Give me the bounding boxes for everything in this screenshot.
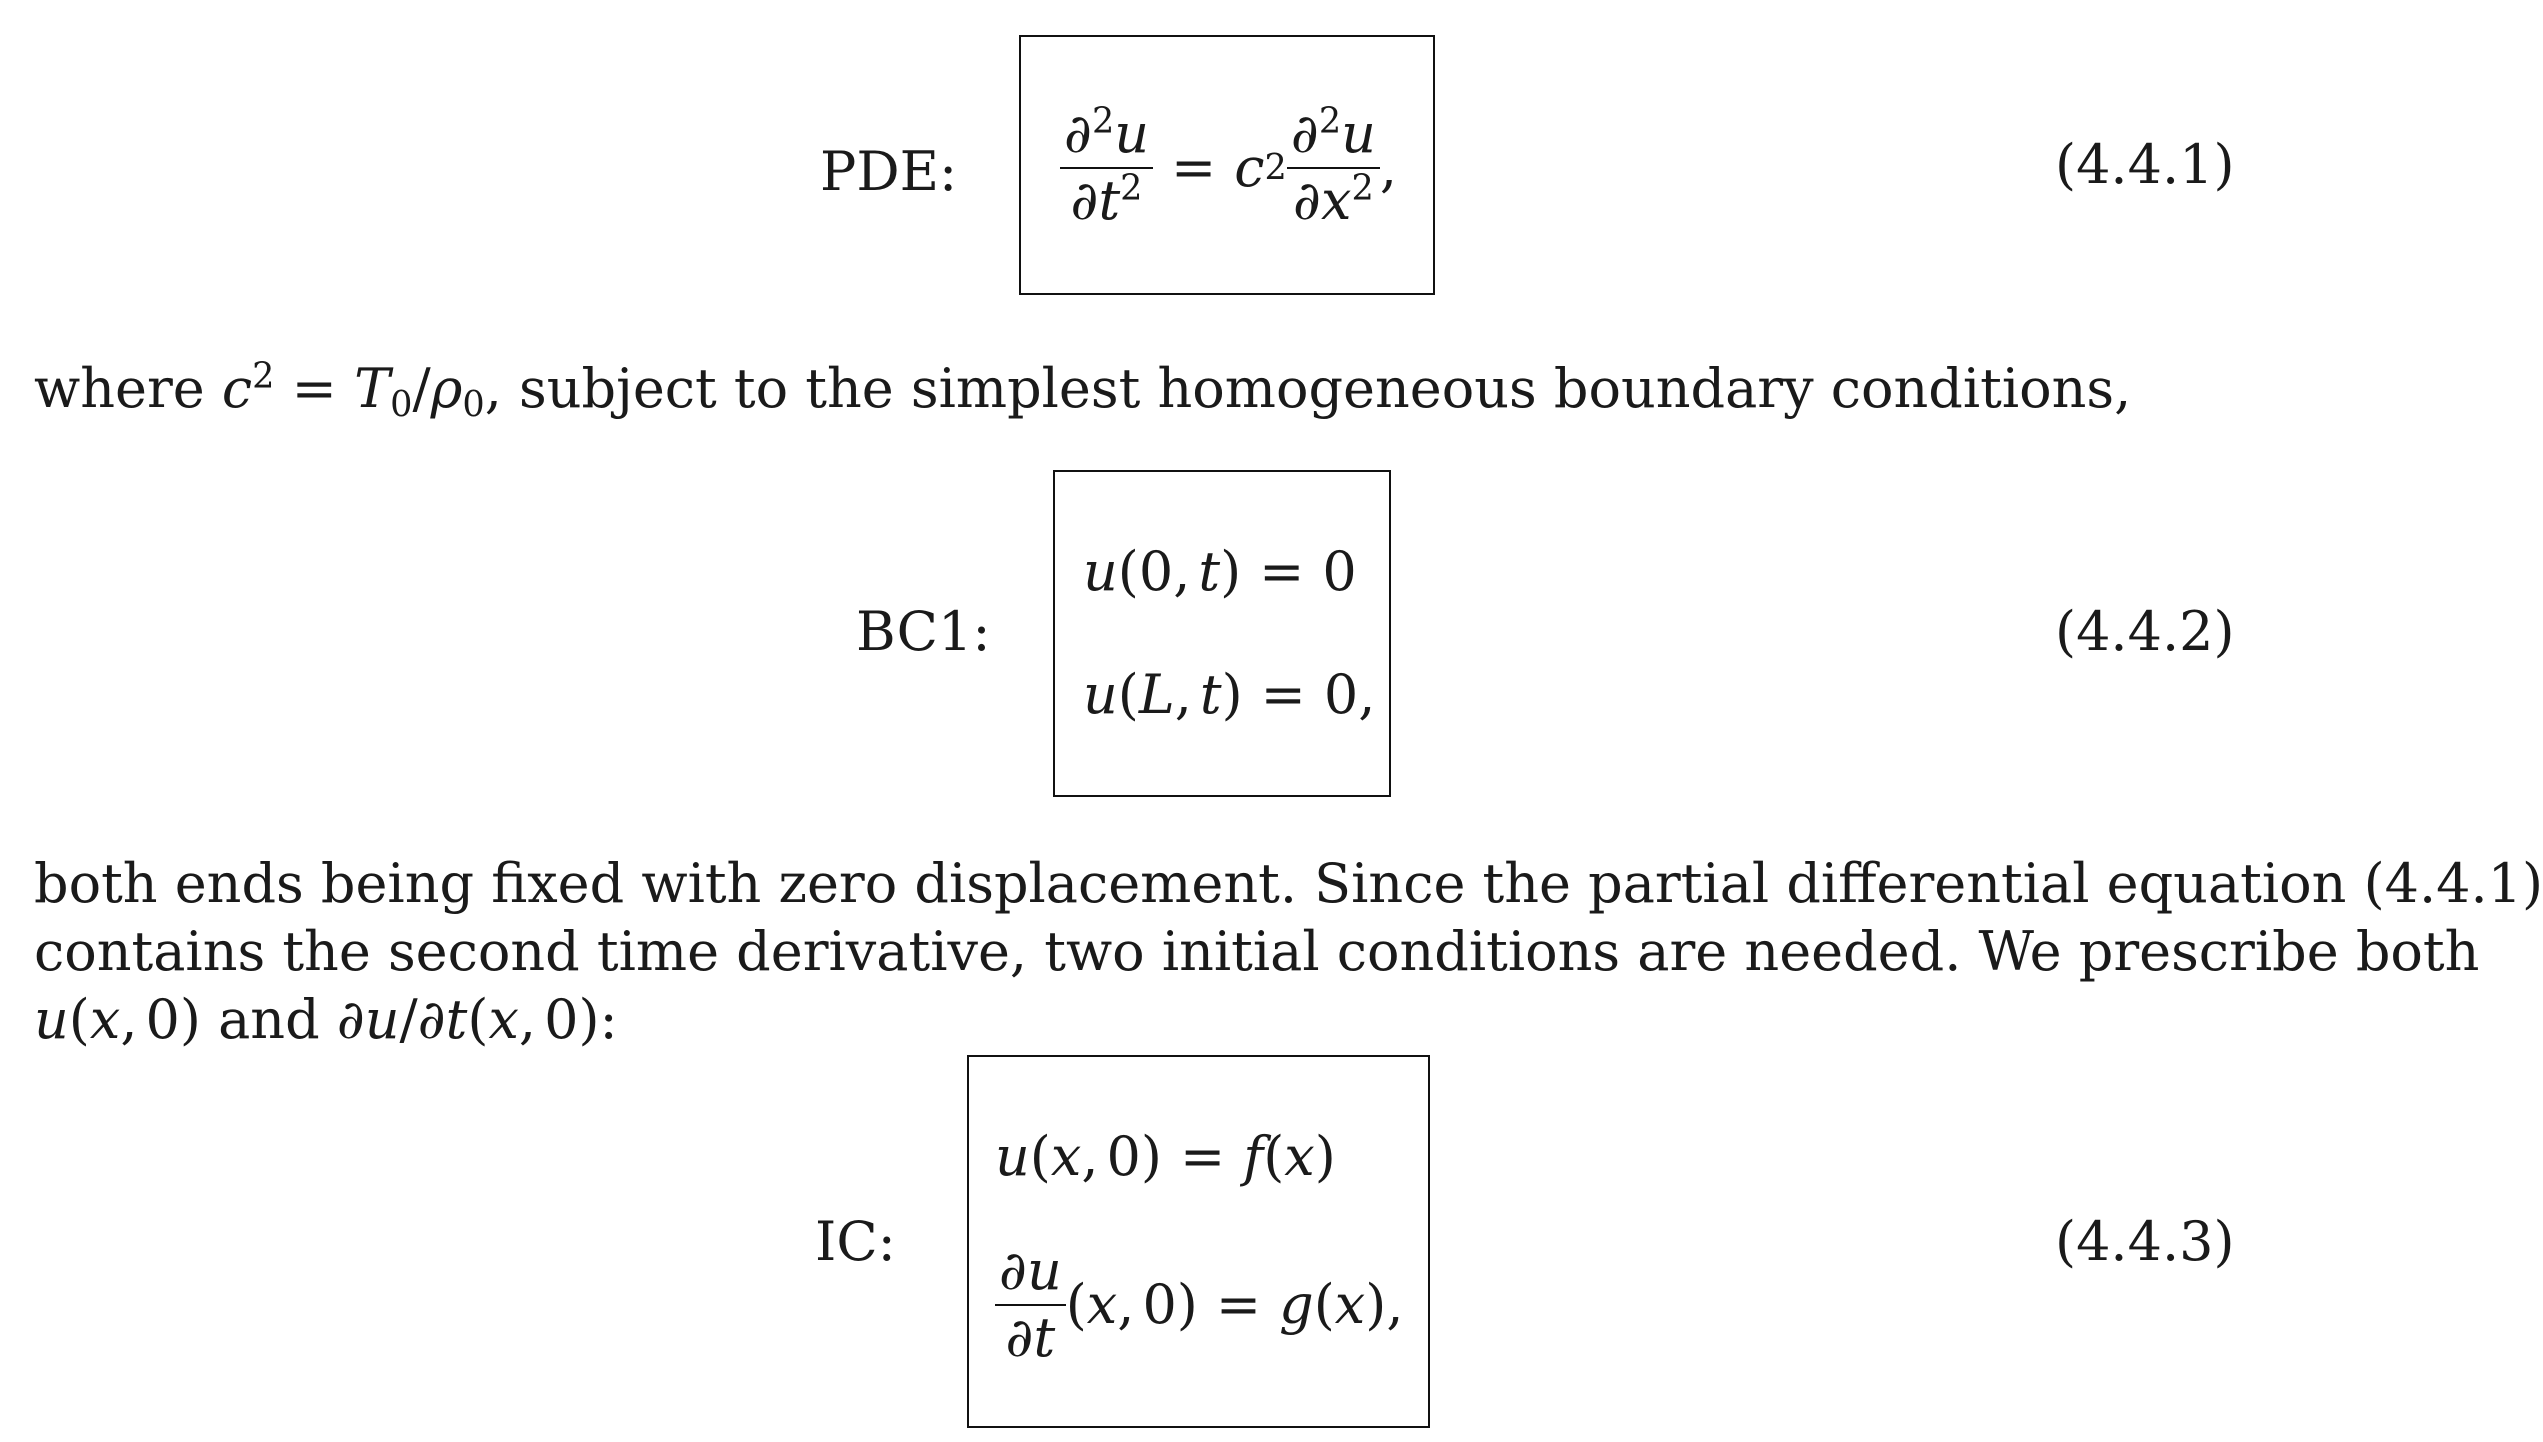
paragraph-text: where [34, 357, 205, 420]
bc1-line-2: u ( L , t ) = 0, [1083, 663, 1376, 726]
equation-number-4-4-3: (4.4.3) [2055, 1210, 2235, 1273]
paragraph-text: and [218, 988, 320, 1051]
pde-equation: $\frac{\partial^2u}{\partial t^2}$ = c 2 $\frac{\partial^2u}{\partial x^2}$ , [1060, 98, 1397, 238]
paragraph-line-2: contains the second time derivative, two initial conditions are needed. We prescribe both [34, 920, 2480, 983]
paragraph-initial-conditions: both ends being fixed with zero displacement. Since the partial differential equation (4.4.1) contains the second time derivative, two initial conditions are needed. We prescribe both u(x, 0) and ∂u/∂t(x, 0): [34, 852, 2543, 1051]
paragraph-text: , subject to the simplest homogeneous boundary conditions, [484, 357, 2132, 420]
bc1-label: BC1: [856, 600, 991, 663]
equation-number-4-4-2: (4.4.2) [2055, 600, 2235, 663]
pde-label: PDE: [820, 140, 958, 203]
bc1-equation-box [1053, 470, 1391, 797]
bc1-line-1: u (0, t ) = 0 [1083, 540, 1357, 603]
d2u-dx2-fraction: $\frac{\partial^2u}{\partial x^2}$ [1287, 106, 1380, 229]
paragraph-line-1: both ends being fixed with zero displacement. Since the partial differential equation (4.4.1) [34, 852, 2543, 915]
ic-line-1: u ( x , 0) = f ( x ) [995, 1125, 1336, 1188]
paragraph-wave-speed: where $c^2 = T_0/\rho_0$, subject to the simplest homogeneous boundary conditions, [34, 355, 2132, 425]
d2u-dt2-fraction: $\frac{\partial^2u}{\partial t^2}$ [1060, 106, 1153, 229]
du-dt-fraction: $\frac{\partial u}{\partial t}$ [995, 1243, 1066, 1366]
ic-label: IC: [815, 1210, 896, 1273]
paragraph-text: : [599, 988, 618, 1051]
ic-line-2: $\frac{\partial u}{\partial t}$ ( x , 0) = g ( x ), [995, 1235, 1403, 1375]
equation-number-4-4-1: (4.4.1) [2055, 133, 2235, 196]
